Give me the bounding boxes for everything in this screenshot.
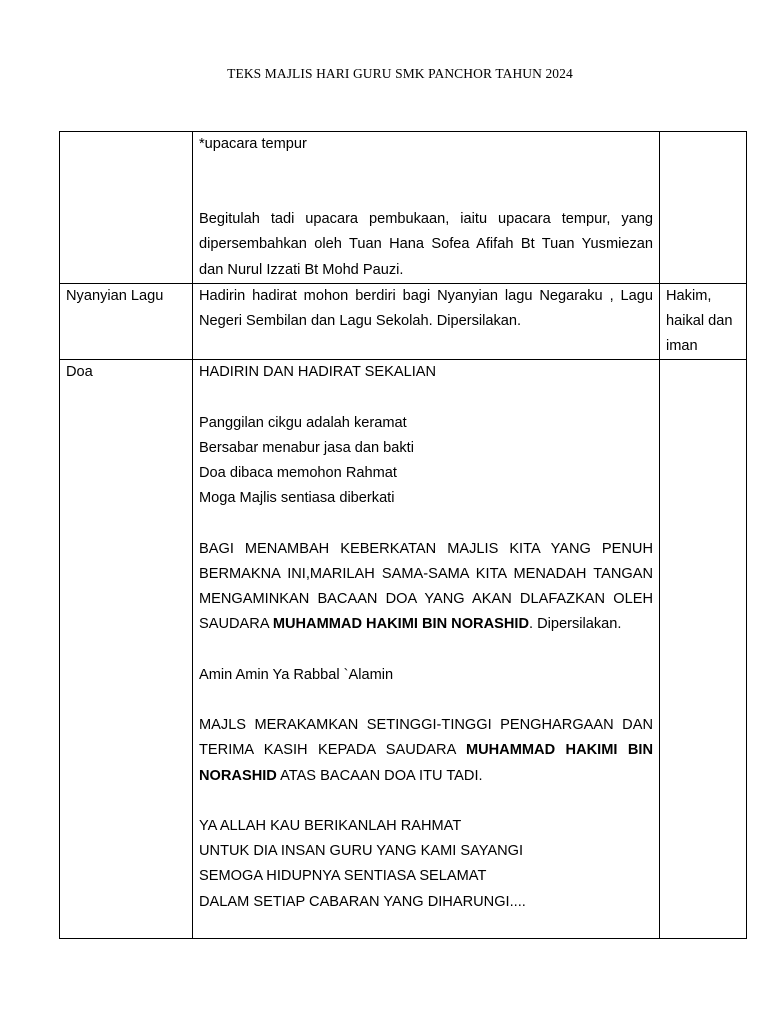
- pantun-line: Panggilan cikgu adalah keramat: [199, 414, 407, 431]
- thanks-end: ATAS BACAAN DOA ITU TADI.: [276, 767, 483, 784]
- invitation-text: BAGI MENAMBAH KEBERKATAN MAJLIS KITA YANG PENUH BERMAKNA INI,MARILAH SAMA-SAMA KITA MENADAH TANGAN MENGAMINKAN BACAAN DOA YANG AKAN DLAFAZKAN OLEH SAUDARA: [199, 540, 653, 633]
- pantun-line: DALAM SETIAP CABARAN YANG DIHARUNGI....: [199, 893, 526, 910]
- cell-paragraph: Hadirin hadirat mohon berdiri bagi Nyanyian lagu Negaraku , Lagu Negeri Sembilan dan Lagu Sekolah. Dipersilakan.: [199, 287, 653, 330]
- pic-cell: [660, 132, 747, 284]
- invitation-paragraph: [199, 537, 653, 638]
- thanks-paragraph: [199, 713, 653, 789]
- cell-note: *upacara tempur: [199, 136, 307, 152]
- table-row: [60, 283, 747, 360]
- pantun-line: Doa dibaca memohon Rahmat: [199, 465, 397, 482]
- thanks-text: MAJLS MERAKAMKAN SETINGGI-TINGGI PENGHARGAAN DAN TERIMA KASIH KEPADA SAUDARA: [199, 717, 653, 759]
- pantun-line: Moga Majlis sentiasa diberkati: [199, 490, 395, 507]
- document-title: TEKS MAJLIS HARI GURU SMK PANCHOR TAHUN 2024: [227, 66, 573, 81]
- text-cell: [193, 132, 660, 284]
- text-cell: [193, 283, 660, 360]
- cell-paragraph: Begitulah tadi upacara pembukaan, iaitu upacara tempur, yang dipersembahkan oleh Tuan Hana Sofea Afifah Bt Tuan Yusmiezan dan Nurul Izzati Bt Mohd Pauzi.: [199, 211, 653, 278]
- pantun-line: Bersabar menabur jasa dan bakti: [199, 440, 414, 457]
- pic-cell: [660, 360, 747, 939]
- table-row: [60, 132, 747, 284]
- pantun-line: SEMOGA HIDUPNYA SENTIASA SELAMAT: [199, 868, 487, 885]
- pic-cell: Hakim, haikal dan iman: [660, 283, 747, 360]
- reciter-name: MUHAMMAD HAKIMI BIN NORASHID: [199, 742, 653, 784]
- event-script-table: [59, 131, 747, 939]
- item-cell: Nyanyian Lagu: [60, 283, 193, 360]
- item-cell: [60, 132, 193, 284]
- table-row: [60, 360, 747, 939]
- pantun-line: UNTUK DIA INSAN GURU YANG KAMI SAYANGI: [199, 843, 524, 860]
- reciter-name: MUHAMMAD HAKIMI BIN NORASHID: [272, 616, 529, 633]
- text-cell: [193, 360, 660, 939]
- pantun-line: YA ALLAH KAU BERIKANLAH RAHMAT: [199, 818, 462, 834]
- invitation-end: . Dipersilakan.: [529, 616, 622, 633]
- item-cell: Doa: [60, 360, 193, 939]
- greeting-line: HADIRIN DAN HADIRAT SEKALIAN: [199, 364, 437, 381]
- amin-line: Amin Amin Ya Rabbal `Alamin: [199, 666, 394, 683]
